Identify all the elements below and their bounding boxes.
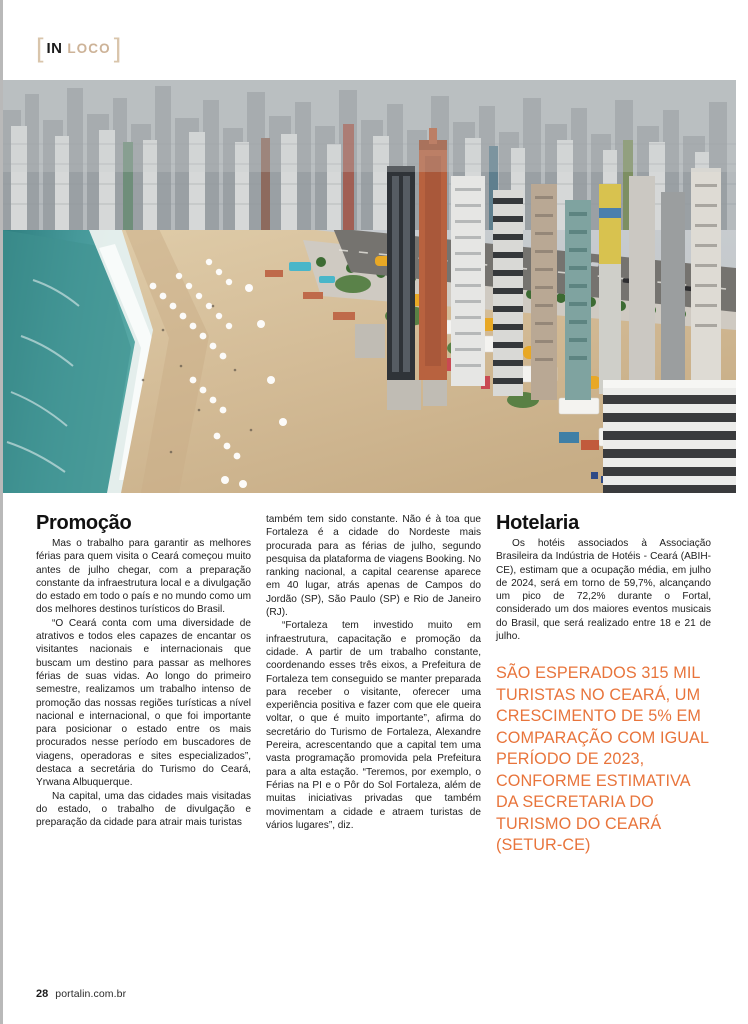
paragraph: Mas o trabalho para garantir as melhores férias para quem visita o Ceará começou muito antes de julho chegar, com a preparação constante da infraestrutura local e a divulgação do estado em todo o país e no mundo como um dos melhores destinos turísticos do Brasil.	[36, 538, 251, 616]
masthead-word-secondary: LOCO	[67, 40, 111, 56]
article-column-1	[36, 513, 251, 968]
pull-quote: SÃO ESPERADOS 315 MIL TURISTAS NO CEARÁ, UM CRESCIMENTO DE 5% EM COMPARAÇÃO COM IGUAL PERÍODO DE 2023, CONFORME ESTIMATIVA DA SECRETARIA DO TURISMO DO CEARÁ (SETUR-CE)	[496, 664, 709, 855]
article-columns	[36, 513, 712, 968]
bracket-right-icon: ]	[113, 32, 122, 63]
masthead	[36, 34, 121, 62]
article-column-3	[496, 513, 711, 968]
paragraph: Os hotéis associados à Associação Brasileira da Indústria de Hotéis - Ceará (ABIH-CE), estimam que a ocupação média, em julho de 2024, será em torno de 59,7%, alcançando um pico de 72,2% durante o Fortal, considerado um dos maiores eventos musicais do Brasil, que será realizado entre 18 e 21 de julho.	[496, 538, 711, 643]
hero-photo-illustration	[3, 80, 736, 493]
page-footer	[36, 988, 126, 1000]
paragraph: Na capital, uma das cidades mais visitadas do estado, o trabalho de divulgação e preparação da cidade para atrair mais turistas	[36, 790, 251, 829]
section-heading-hotelaria: Hotelaria	[496, 512, 579, 534]
masthead-word-primary: IN	[46, 39, 63, 57]
bracket-left-icon: [	[36, 32, 44, 63]
section-heading-promocao: Promoção	[36, 512, 132, 534]
paragraph: também tem sido constante. Não é à toa que Fortaleza é a cidade do Nordeste mais procurada para as férias de julho, segundo pesquisa da plataforma de viagens Booking. No ranking nacional, a capital cearense aparece em 40 lugar, atrás apenas de Campos do Jordão (SP), São Paulo (SP) e Rio de Janeiro (RJ).	[266, 514, 481, 619]
paragraph: “O Ceará conta com uma diversidade de atrativos e todos eles capazes de encantar os visitantes nacionais e internacionais que buscam um destino para passar as melhores férias de suas vidas. Ao longo do primeiro semestre, realizamos um trabalho intenso de promoção das nossas regiões turísticas a nível nacional e internacional, o que foi importante para posicionar o estado entre os mais procurados nesse período em buscadores de viagens, operadoras e sites especializados”, destaca a secretária do Turismo do Ceará, Yrwana Albuquerque.	[36, 617, 251, 789]
hero-photo	[3, 80, 736, 493]
article-column-2	[266, 513, 481, 968]
site-url: portalin.com.br	[55, 988, 127, 1000]
paragraph: “Fortaleza tem investido muito em infraestrutura, capacitação e promoção da cidade. A partir de um trabalho constante, coordenando esses três eixos, a Prefeitura de Fortaleza tem conseguido se manter preparada para receber o visitante, oferecer uma experiência positiva e fazer com que ele queira voltar, o que é muito importante”, afirma do secretário do Turismo de Fortaleza, Alexandre Pereira, acrescentando que a capital tem uma vasta programação promovida pela Prefeitura para a alta estação. “Teremos, por exemplo, o Férias na PI e o Pôr do Sol Fortaleza, além de muitas iniciativas privadas que também movimentam a cidade e atraem turistas de vários lugares”, diz.	[266, 620, 481, 831]
page-number: 28	[36, 988, 49, 1000]
